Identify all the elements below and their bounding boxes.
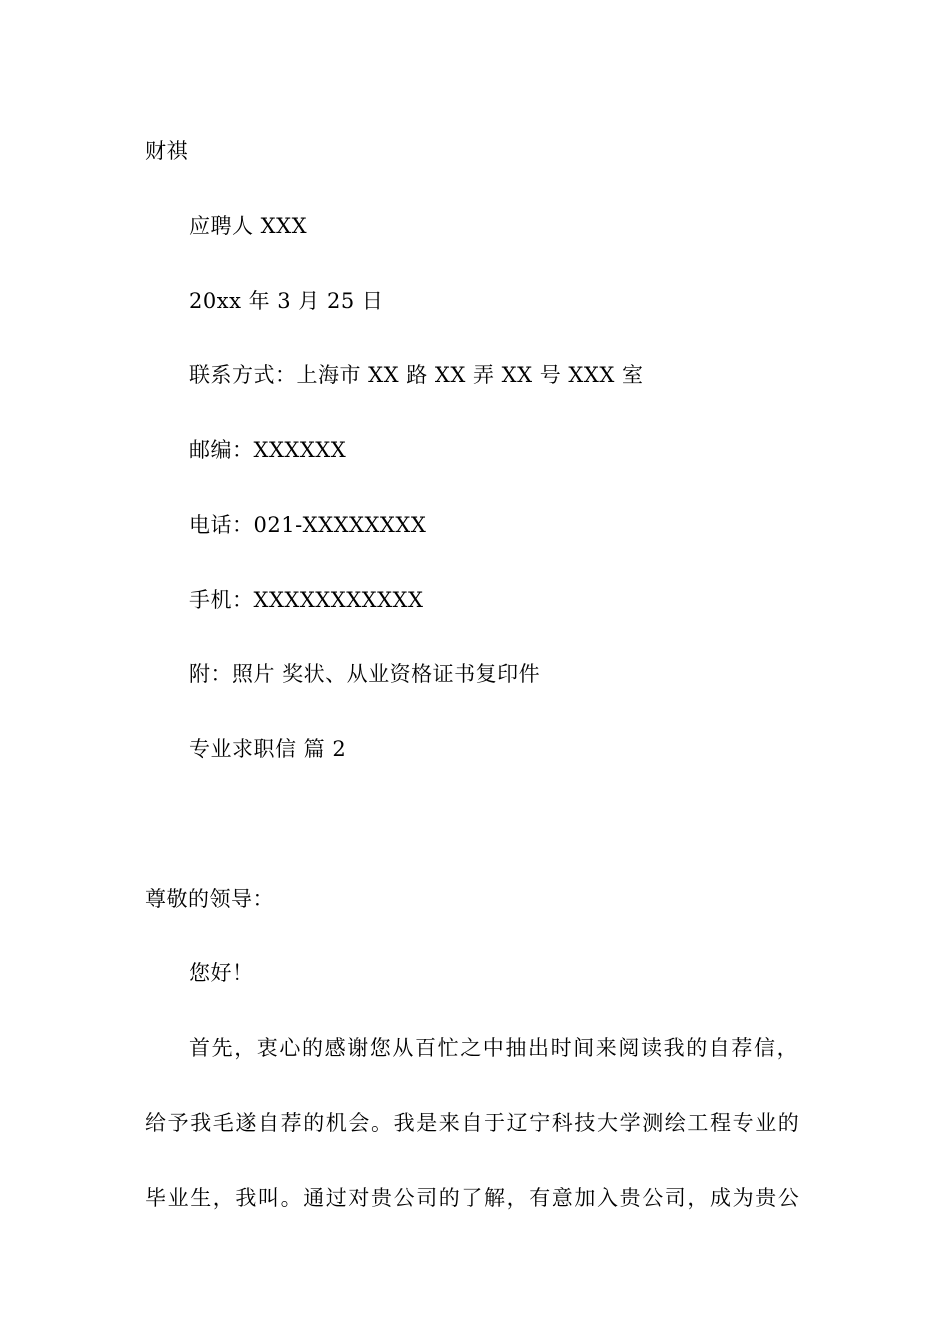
- mobile-phone: 手机：XXXXXXXXXXX: [189, 588, 424, 612]
- telephone: 电话：021-XXXXXXXX: [189, 513, 427, 537]
- body-paragraph-line: 首先，衷心的感谢您从百忙之中抽出时间来阅读我的自荐信，: [189, 1036, 800, 1060]
- attachments-note: 附：照片 奖状、从业资格证书复印件: [189, 662, 541, 686]
- contact-address: 联系方式：上海市 XX 路 XX 弄 XX 号 XXX 室: [189, 363, 644, 387]
- closing-salutation: 财祺: [145, 139, 188, 163]
- body-paragraph-line: 给予我毛遂自荐的机会。我是来自于辽宁科技大学测绘工程专业的: [145, 1111, 801, 1135]
- applicant-signature: 应聘人 XXX: [189, 214, 308, 238]
- body-paragraph-line: 毕业生，我叫。通过对贵公司的了解，有意加入贵公司，成为贵公: [145, 1186, 801, 1210]
- greeting-addressee: 尊敬的领导：: [145, 887, 274, 911]
- greeting-hello: 您好！: [189, 961, 254, 985]
- section-heading: 专业求职信 篇 2: [189, 737, 347, 761]
- postal-code: 邮编：XXXXXX: [189, 438, 347, 462]
- letter-date: 20xx 年 3 月 25 日: [189, 289, 384, 313]
